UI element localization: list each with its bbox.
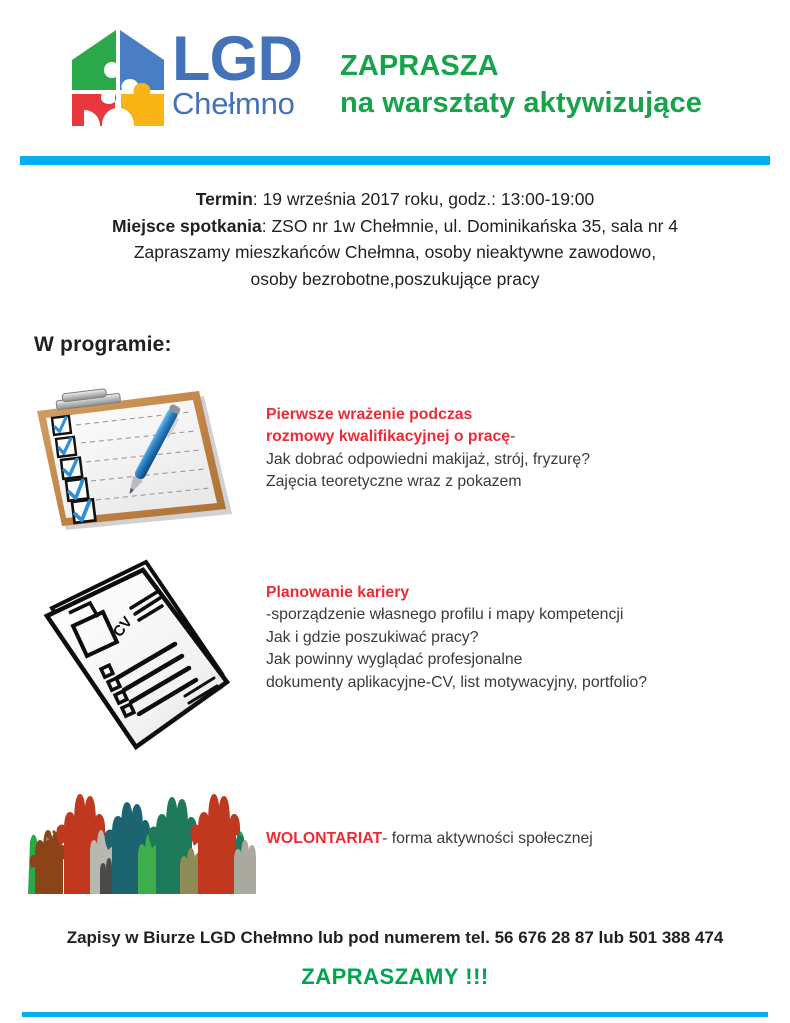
- lgd-logo: [68, 24, 313, 134]
- lgd-wordmark-main: LGD: [172, 24, 302, 94]
- hand-group: [28, 794, 256, 894]
- program-item-1-text: [266, 404, 590, 494]
- event-place-line: [0, 213, 790, 240]
- program-item-2-body-line3: Jak powinny wyglądać profesjonalne: [266, 651, 523, 669]
- cv-documents-image: [28, 556, 243, 756]
- program-item-2-text: [266, 582, 647, 694]
- program-item-2-title: Planowanie kariery: [266, 584, 410, 601]
- program-item-1-title-suffix: -: [510, 428, 516, 446]
- event-date-label: Termin: [195, 189, 253, 209]
- event-date-value: : 19 września 2017 roku, godz.: 13:00-19:00: [252, 189, 595, 209]
- lgd-wordmark-sub: Chełmno: [172, 85, 295, 121]
- program-item-1-title-line1: Pierwsze wrażenie podczas: [266, 406, 473, 423]
- page-title-line2: na warsztaty aktywizujące: [340, 87, 702, 120]
- program-item-3-text: [266, 828, 593, 850]
- program-item-2-body-line2: Jak i gdzie poszukiwać pracy?: [266, 628, 479, 646]
- event-place-label: Miejsce spotkania: [111, 215, 262, 236]
- raised-hands-image: [28, 782, 256, 894]
- program-item-3-body: - forma aktywności społecznej: [382, 830, 593, 847]
- invite-call-to-action: ZAPRASZAMY !!!: [301, 964, 489, 989]
- divider-bottom: [22, 1012, 768, 1017]
- event-date-line: [0, 186, 790, 213]
- program-item-1-body-line1: Jak dobrać odpowiedni makijaż, strój, fryzurę?: [266, 450, 590, 468]
- event-audience-line2: osoby bezrobotne,poszukujące pracy: [250, 268, 540, 289]
- program-item-2-body-line4: dokumenty aplikacyjne-CV, list motywacyjny, portfolio?: [266, 673, 648, 691]
- signup-info: Zapisy w Biurze LGD Chełmno lub pod numerem tel. 56 676 28 87 lub 501 388 474: [66, 928, 724, 947]
- program-item-3-line: [266, 828, 593, 850]
- page-title: [340, 48, 702, 122]
- program-item-1-body-line2: Zajęcia teoretyczne wraz z pokazem: [266, 473, 522, 491]
- event-place-value: : ZSO nr 1w Chełmnie, ul. Dominikańska 35, sala nr 4: [261, 215, 679, 236]
- program-item-1-title-line2-text: rozmowy kwalifikacyjnej o pracę: [266, 428, 511, 446]
- event-details: [0, 186, 790, 292]
- divider-top: [20, 156, 770, 165]
- program-item-2-body-line1: -sporządzenie własnego profilu i mapy kompetencji: [266, 606, 624, 624]
- page-title-line1: ZAPRASZA: [340, 50, 499, 82]
- event-audience-line1: Zapraszamy mieszkańców Chełmna, osoby nieaktywne zawodowo,: [133, 242, 657, 263]
- cv-label: CV: [109, 613, 136, 641]
- program-item-3-title: WOLONTARIAT: [266, 830, 383, 847]
- program-item-1-title-line2: [266, 426, 590, 448]
- program-heading: W programie:: [34, 333, 172, 356]
- clipboard-checklist-pen-image: [28, 388, 238, 533]
- poster-header: [0, 0, 790, 150]
- lgd-house-puzzle-logo-icon: [68, 24, 168, 132]
